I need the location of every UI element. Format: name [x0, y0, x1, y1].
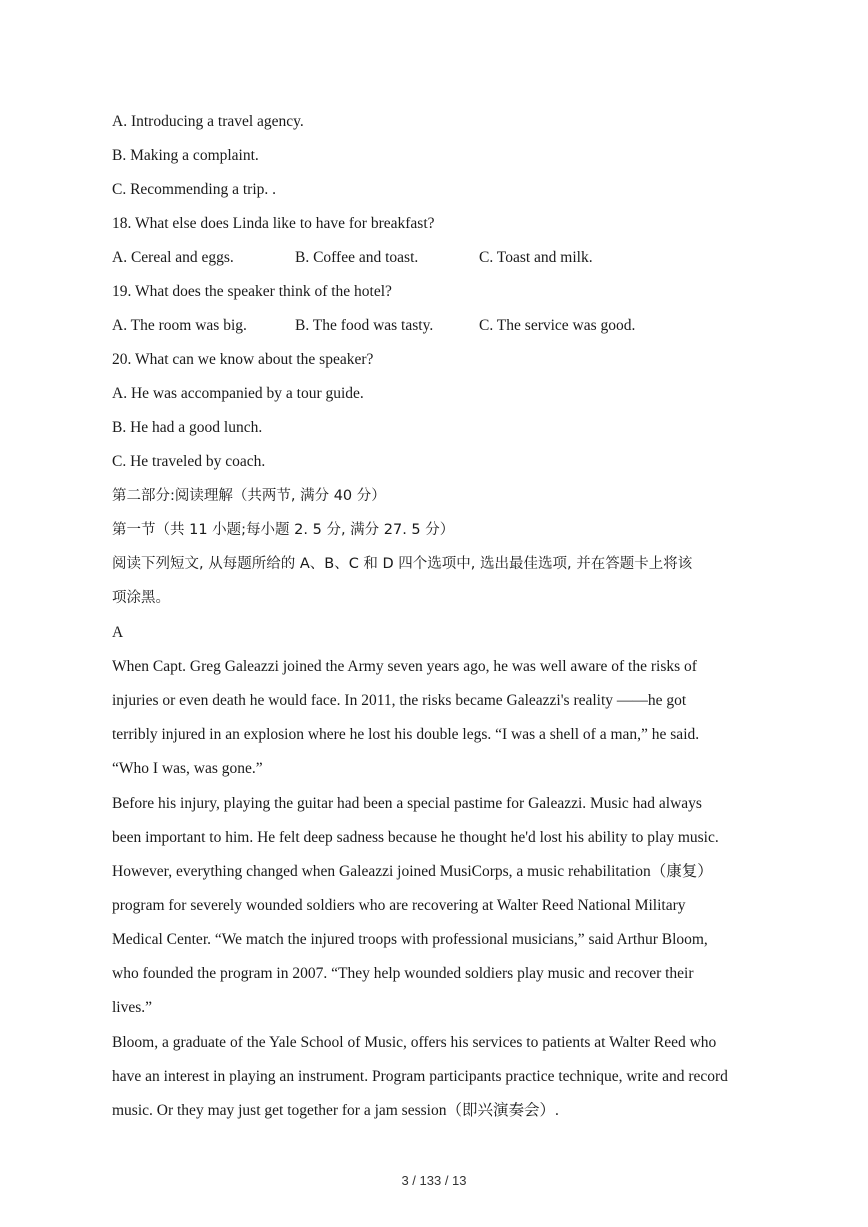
q20-question: 20. What can we know about the speaker?: [112, 351, 374, 368]
instructions-line-1: 阅读下列短文, 从每题所给的 A、B、C 和 D 四个选项中, 选出最佳选项, 并在答题卡上将该: [112, 556, 693, 572]
passage-p2-line: Before his injury, playing the guitar had been a special pastime for Galeazzi. Music had always: [112, 795, 702, 812]
q20-option-c: C. He traveled by coach.: [112, 453, 266, 470]
q18-option-b: B. Coffee and toast.: [295, 249, 419, 266]
q17-option-a: A. Introducing a travel agency.: [112, 113, 304, 130]
q18-question: 18. What else does Linda like to have for breakfast?: [112, 215, 435, 232]
passage-p2-line: who founded the program in 2007. “They help wounded soldiers play music and recover their: [112, 965, 694, 982]
q20-option-a: A. He was accompanied by a tour guide.: [112, 385, 364, 402]
passage-p1-line: injuries or even death he would face. In 2011, the risks became Galeazzi's reality ——he got: [112, 692, 687, 709]
passage-p2-line: program for severely wounded soldiers who are recovering at Walter Reed National Military: [112, 897, 686, 914]
passage-label: A: [112, 624, 124, 641]
passage-p2-line: Medical Center. “We match the injured troops with professional musicians,” said Arthur Bloom,: [112, 931, 708, 948]
passage-p3-line: have an interest in playing an instrument. Program participants practice technique, write and record: [112, 1068, 728, 1085]
q20-option-b: B. He had a good lunch.: [112, 419, 263, 436]
passage-p1-line: “Who I was, was gone.”: [112, 760, 263, 777]
passage-p1-line: terribly injured in an explosion where he lost his double legs. “I was a shell of a man,” he said.: [112, 726, 700, 743]
passage-p1-line: When Capt. Greg Galeazzi joined the Army seven years ago, he was well aware of the risks of: [112, 658, 697, 675]
section1-heading: 第一节（共 11 小题;每小题 2. 5 分, 满分 27. 5 分）: [112, 522, 455, 538]
q18-option-a: A. Cereal and eggs.: [112, 249, 234, 266]
q17-option-b: B. Making a complaint.: [112, 147, 259, 164]
instructions-line-2: 项涂黑。: [112, 590, 170, 606]
page-number: 3 / 133 / 13: [401, 1173, 467, 1188]
passage-p3-line: music. Or they may just get together for a jam session（即兴演奏会）.: [112, 1102, 559, 1119]
passage-p2-line: been important to him. He felt deep sadness because he thought he'd lost his ability to play music.: [112, 829, 719, 846]
passage-p2-line: lives.”: [112, 999, 153, 1016]
part2-heading: 第二部分:阅读理解（共两节, 满分 40 分）: [112, 488, 386, 504]
q19-option-b: B. The food was tasty.: [295, 317, 434, 334]
q19-option-c: C. The service was good.: [479, 317, 636, 334]
q19-option-a: A. The room was big.: [112, 317, 247, 334]
q19-question: 19. What does the speaker think of the hotel?: [112, 283, 392, 300]
passage-p3-line: Bloom, a graduate of the Yale School of Music, offers his services to patients at Walter Reed who: [112, 1034, 717, 1051]
q18-option-c: C. Toast and milk.: [479, 249, 593, 266]
passage-p2-line: However, everything changed when Galeazzi joined MusiCorps, a music rehabilitation（康复）: [112, 863, 713, 880]
q17-option-c: C. Recommending a trip. .: [112, 181, 277, 198]
